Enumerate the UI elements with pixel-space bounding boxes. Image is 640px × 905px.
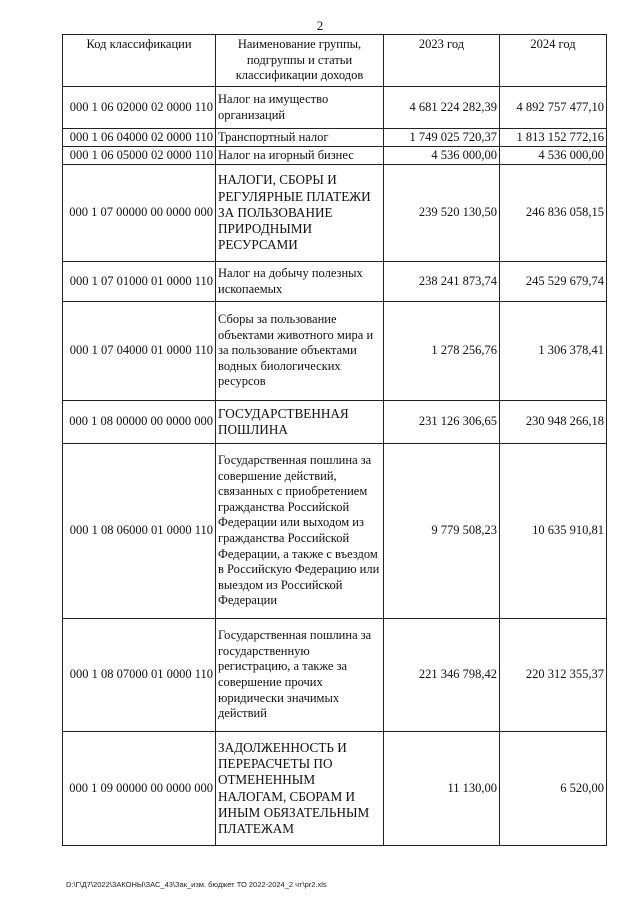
- row-value-2023: 221 346 798,42: [384, 619, 500, 732]
- row-value-2024: 4 892 757 477,10: [500, 87, 607, 129]
- row-code: 000 1 07 04000 01 0000 110: [63, 302, 216, 401]
- row-name: Государственная пошлина за совершение действий, связанных с приобретением гражданства Российской Федерации или выходом из гражданства Российской Федерации, а также с въездом в Российскую Федерацию или выездом из Российской Федерации: [216, 444, 384, 619]
- page-number: 2: [316, 18, 324, 33]
- table-row: [63, 302, 607, 401]
- table-row: [63, 147, 607, 165]
- header-code: Код классификации: [63, 35, 216, 87]
- row-code: 000 1 08 07000 01 0000 110: [63, 619, 216, 732]
- row-code: 000 1 09 00000 00 0000 000: [63, 732, 216, 846]
- row-code: 000 1 08 00000 00 0000 000: [63, 401, 216, 444]
- row-code: 000 1 07 01000 01 0000 110: [63, 262, 216, 302]
- row-value-2023: 239 520 130,50: [384, 165, 500, 262]
- row-value-2024: 4 536 000,00: [500, 147, 607, 165]
- row-value-2023: 11 130,00: [384, 732, 500, 846]
- row-value-2024: 246 836 058,15: [500, 165, 607, 262]
- row-value-2023: 4 681 224 282,39: [384, 87, 500, 129]
- revenue-table: [62, 34, 607, 846]
- header-year-2024: 2024 год: [500, 35, 607, 87]
- row-name: Государственная пошлина за государственную регистрацию, а также за совершение прочих юридически значимых действий: [216, 619, 384, 732]
- header-year-2023: 2023 год: [384, 35, 500, 87]
- row-value-2024: 245 529 679,74: [500, 262, 607, 302]
- table-row: [63, 87, 607, 129]
- row-code: 000 1 06 04000 02 0000 110: [63, 129, 216, 147]
- table-row: [63, 401, 607, 444]
- row-name: Транспортный налог: [216, 129, 384, 147]
- row-value-2023: 4 536 000,00: [384, 147, 500, 165]
- row-value-2023: 231 126 306,65: [384, 401, 500, 444]
- header-name: Наименование группы, подгруппы и статьи классификации доходов: [216, 35, 384, 87]
- table-row: [63, 444, 607, 619]
- row-code: 000 1 06 05000 02 0000 110: [63, 147, 216, 165]
- row-value-2023: 1 749 025 720,37: [384, 129, 500, 147]
- table-header-row: [63, 35, 607, 87]
- table-row: [63, 165, 607, 262]
- row-code: 000 1 08 06000 01 0000 110: [63, 444, 216, 619]
- row-name: НАЛОГИ, СБОРЫ И РЕГУЛЯРНЫЕ ПЛАТЕЖИ ЗА ПОЛЬЗОВАНИЕ ПРИРОДНЫМИ РЕСУРСАМИ: [216, 165, 384, 262]
- row-value-2024: 230 948 266,18: [500, 401, 607, 444]
- table-row: [63, 129, 607, 147]
- row-code: 000 1 07 00000 00 0000 000: [63, 165, 216, 262]
- row-name: ГОСУДАРСТВЕННАЯ ПОШЛИНА: [216, 401, 384, 444]
- row-value-2023: 238 241 873,74: [384, 262, 500, 302]
- row-name: Сборы за пользование объектами животного мира и за пользование объектами водных биологических ресурсов: [216, 302, 384, 401]
- row-value-2023: 9 779 508,23: [384, 444, 500, 619]
- row-value-2024: 6 520,00: [500, 732, 607, 846]
- row-value-2024: 220 312 355,37: [500, 619, 607, 732]
- row-name: Налог на игорный бизнес: [216, 147, 384, 165]
- row-name: ЗАДОЛЖЕННОСТЬ И ПЕРЕРАСЧЕТЫ ПО ОТМЕНЕННЫМ НАЛОГАМ, СБОРАМ И ИНЫМ ОБЯЗАТЕЛЬНЫМ ПЛАТЕЖАМ: [216, 732, 384, 846]
- table-row: [63, 732, 607, 846]
- row-value-2024: 1 306 378,41: [500, 302, 607, 401]
- footer-file-path: D:\Г\Д7\2022\ЗАКОНЫ\ЗАС_43\Зак_изм. бюджет ТО 2022-2024_2 чт\pr2.xls: [66, 880, 327, 889]
- row-name: Налог на имущество организаций: [216, 87, 384, 129]
- row-value-2024: 10 635 910,81: [500, 444, 607, 619]
- row-code: 000 1 06 02000 02 0000 110: [63, 87, 216, 129]
- row-value-2023: 1 278 256,76: [384, 302, 500, 401]
- table-row: [63, 262, 607, 302]
- row-name: Налог на добычу полезных ископаемых: [216, 262, 384, 302]
- row-value-2024: 1 813 152 772,16: [500, 129, 607, 147]
- table-row: [63, 619, 607, 732]
